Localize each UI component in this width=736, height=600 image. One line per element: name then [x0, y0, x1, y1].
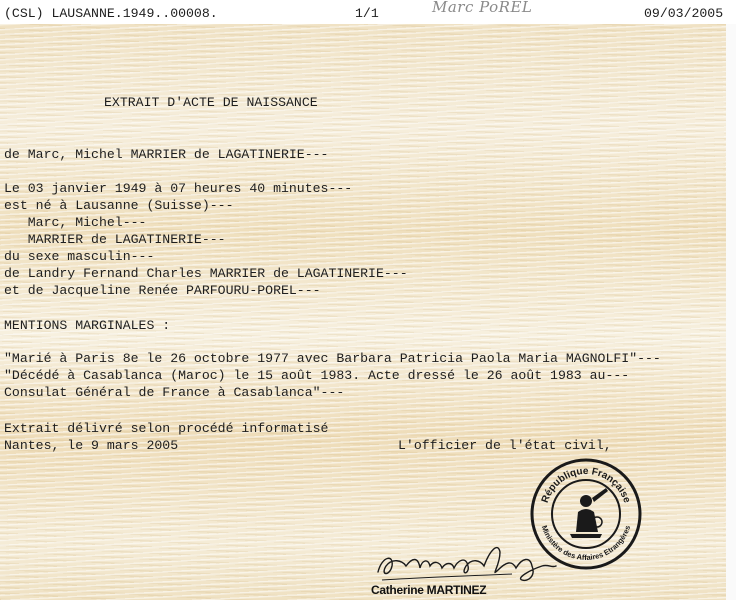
birth-line-father: de Landry Fernand Charles MARRIER de LAGATINERIE--- [4, 266, 408, 281]
place-date: Nantes, le 9 mars 2005 [4, 438, 179, 453]
seal-bottom-text: Ministère des Affaires Etrangères [539, 524, 633, 563]
scan-margin [726, 24, 736, 600]
document-reference: (CSL) LAUSANNE.1949..00008. [4, 6, 218, 21]
signatory-name: Catherine MARTINEZ [371, 583, 487, 597]
handwritten-signature [372, 536, 562, 588]
birth-line-sex: du sexe masculin--- [4, 249, 155, 264]
birth-line-date: Le 03 janvier 1949 à 07 heures 40 minutes--- [4, 181, 353, 196]
handwritten-note: Marc PoREL [432, 0, 533, 16]
mention-death: "Décédé à Casablanca (Maroc) le 15 août 1983. Acte dressé le 26 août 1983 au--- [4, 368, 630, 383]
mention-marriage: "Marié à Paris 8e le 26 octobre 1977 avec Barbara Patricia Paola Maria MAGNOLFI"--- [4, 351, 661, 366]
page-number: 1/1 [355, 6, 379, 21]
subject-line: de Marc, Michel MARRIER de LAGATINERIE--- [4, 147, 329, 162]
seal-top-text: République Française [539, 465, 633, 505]
document-title: EXTRAIT D'ACTE DE NAISSANCE [104, 95, 318, 110]
birth-line-surname: MARRIER de LAGATINERIE--- [4, 232, 226, 247]
birth-line-mother: et de Jacqueline Renée PARFOURU-POREL--- [4, 283, 321, 298]
print-date: 09/03/2005 [644, 6, 724, 21]
marianne-emblem-icon [570, 488, 608, 538]
mention-consulate: Consulat Général de France à Casablanca"--- [4, 385, 345, 400]
mentions-heading: MENTIONS MARGINALES : [4, 318, 171, 333]
birth-line-firstnames: Marc, Michel--- [4, 215, 147, 230]
delivery-note: Extrait délivré selon procédé informatisé [4, 421, 329, 436]
officer-label: L'officier de l'état civil, [398, 438, 612, 453]
birth-line-place: est né à Lausanne (Suisse)--- [4, 198, 234, 213]
